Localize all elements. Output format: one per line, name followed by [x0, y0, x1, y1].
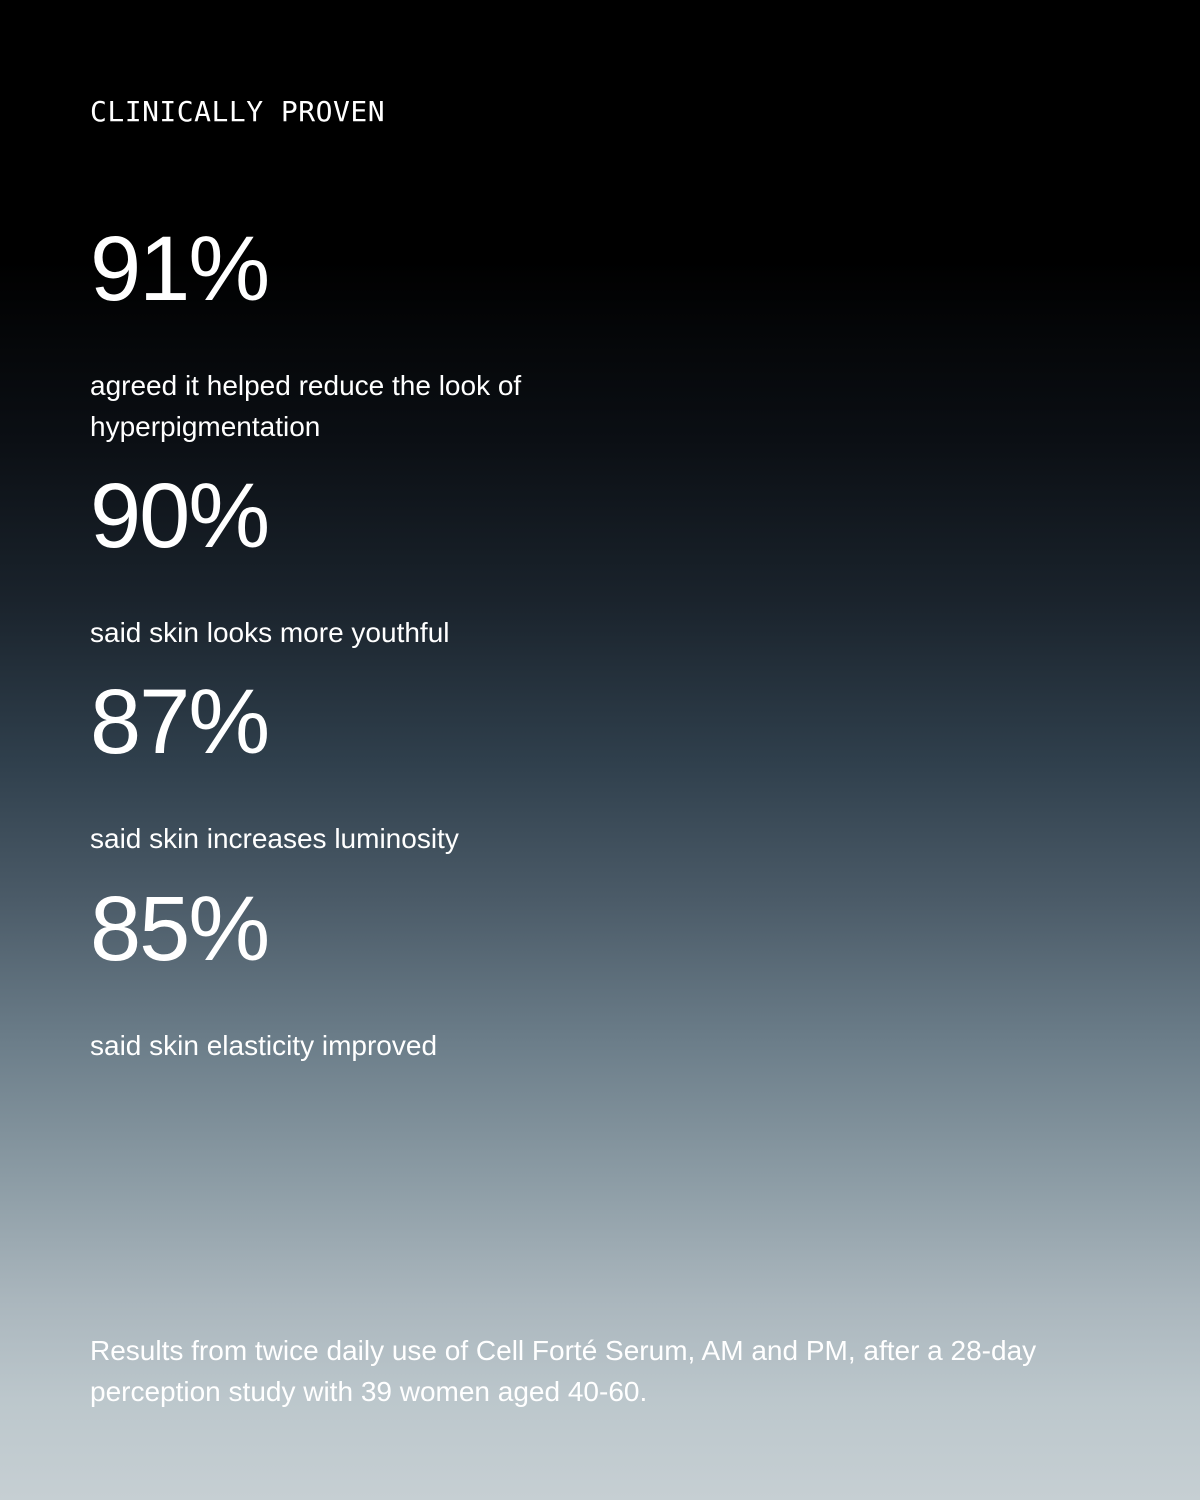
- stat-description: said skin elasticity improved: [90, 1030, 438, 1061]
- stat-description: said skin increases luminosity: [90, 823, 459, 854]
- stat-block: [90, 878, 650, 1066]
- stat-description: said skin looks more youthful: [90, 617, 450, 648]
- stat-value: 90%: [90, 465, 269, 567]
- stat-value: 87%: [90, 671, 269, 773]
- eyebrow-heading: CLINICALLY PROVEN: [90, 95, 386, 128]
- stat-block: [90, 465, 650, 653]
- stat-block: [90, 671, 650, 859]
- stat-description: agreed it helped reduce the look of hyperpigmentation: [90, 370, 522, 442]
- study-footnote: Results from twice daily use of Cell Forté Serum, AM and PM, after a 28-day perception study with 39 women aged 40-60.: [90, 1335, 1037, 1407]
- stat-block: [90, 218, 650, 447]
- stat-value: 85%: [90, 878, 269, 980]
- stat-value: 91%: [90, 218, 269, 320]
